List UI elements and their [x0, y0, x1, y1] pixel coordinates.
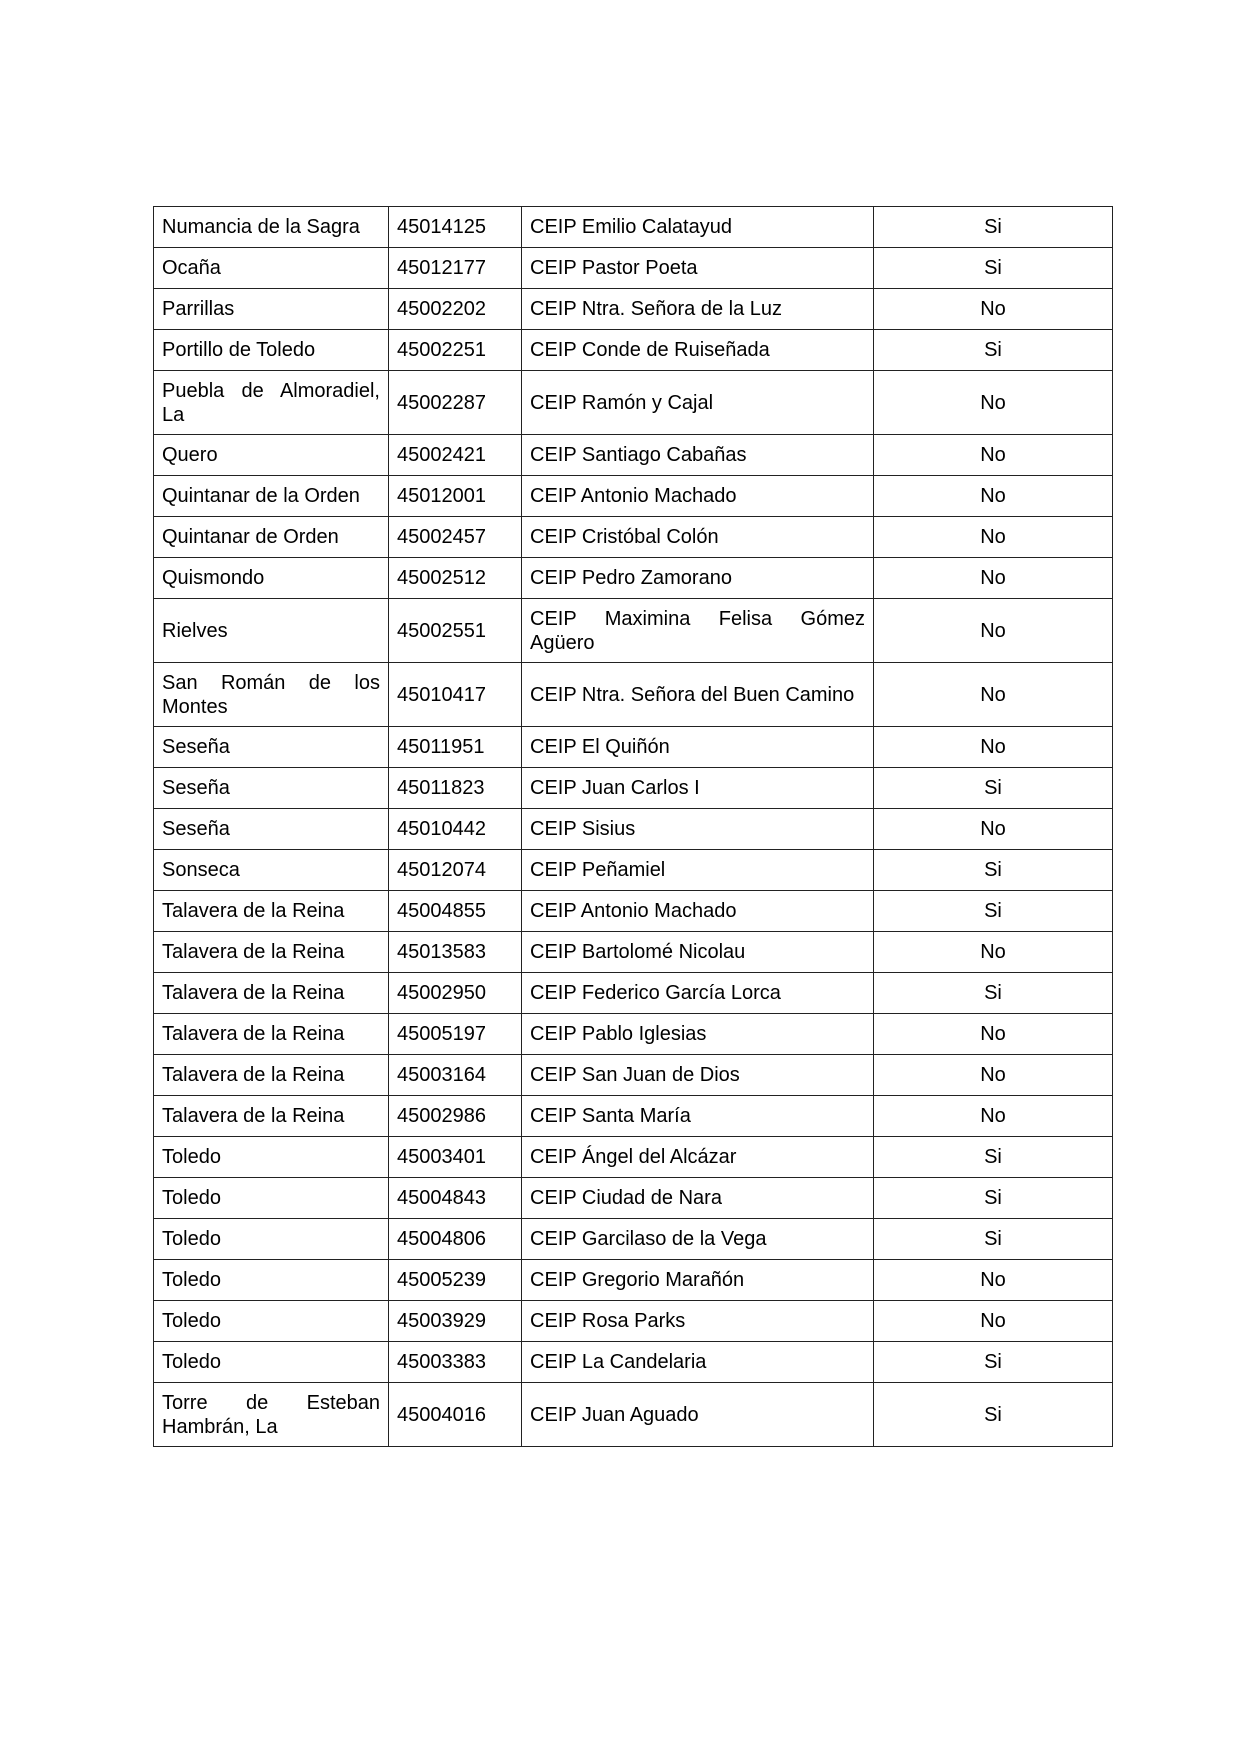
school-cell: CEIP Ciudad de Nara	[522, 1178, 874, 1219]
flag-cell: Si	[874, 1342, 1113, 1383]
flag-cell: No	[874, 476, 1113, 517]
code-cell: 45003383	[389, 1342, 522, 1383]
school-cell: CEIP Pedro Zamorano	[522, 558, 874, 599]
flag-cell: No	[874, 809, 1113, 850]
table-row	[154, 289, 1113, 330]
code-cell: 45014125	[389, 207, 522, 248]
code-cell: 45005197	[389, 1014, 522, 1055]
town-cell: Numancia de la Sagra	[154, 207, 389, 248]
town-cell: Parrillas	[154, 289, 389, 330]
school-cell: CEIP La Candelaria	[522, 1342, 874, 1383]
school-cell: CEIP Juan Carlos I	[522, 768, 874, 809]
code-cell: 45013583	[389, 932, 522, 973]
school-cell: CEIP El Quiñón	[522, 727, 874, 768]
town-cell: Talavera de la Reina	[154, 1096, 389, 1137]
school-cell: CEIP Ramón y Cajal	[522, 371, 874, 435]
school-cell: CEIP Maximina Felisa Gómez Agüero	[522, 599, 874, 663]
town-cell: Seseña	[154, 768, 389, 809]
flag-cell: Si	[874, 891, 1113, 932]
table-row	[154, 1383, 1113, 1447]
flag-cell: No	[874, 371, 1113, 435]
code-cell: 45002421	[389, 435, 522, 476]
schools-table	[153, 206, 1113, 1447]
town-cell: Toledo	[154, 1301, 389, 1342]
school-cell: CEIP Ntra. Señora del Buen Camino	[522, 663, 874, 727]
code-cell: 45002251	[389, 330, 522, 371]
school-cell: CEIP Santa María	[522, 1096, 874, 1137]
code-cell: 45004016	[389, 1383, 522, 1447]
flag-cell: No	[874, 435, 1113, 476]
flag-cell: Si	[874, 1178, 1113, 1219]
town-cell: Toledo	[154, 1219, 389, 1260]
table-row	[154, 435, 1113, 476]
town-cell: Quintanar de Orden	[154, 517, 389, 558]
school-cell: CEIP Bartolomé Nicolau	[522, 932, 874, 973]
flag-cell: Si	[874, 1219, 1113, 1260]
flag-cell: Si	[874, 973, 1113, 1014]
code-cell: 45012001	[389, 476, 522, 517]
town-cell: Seseña	[154, 727, 389, 768]
table-row	[154, 1055, 1113, 1096]
school-cell: CEIP Cristóbal Colón	[522, 517, 874, 558]
flag-cell: No	[874, 558, 1113, 599]
code-cell: 45002950	[389, 973, 522, 1014]
code-cell: 45012177	[389, 248, 522, 289]
flag-cell: No	[874, 1096, 1113, 1137]
code-cell: 45004806	[389, 1219, 522, 1260]
town-cell: Talavera de la Reina	[154, 891, 389, 932]
school-cell: CEIP Antonio Machado	[522, 476, 874, 517]
school-cell: CEIP Santiago Cabañas	[522, 435, 874, 476]
flag-cell: No	[874, 1055, 1113, 1096]
flag-cell: No	[874, 517, 1113, 558]
code-cell: 45010442	[389, 809, 522, 850]
table-row	[154, 1301, 1113, 1342]
town-cell: Torre de Esteban Hambrán, La	[154, 1383, 389, 1447]
town-cell: Ocaña	[154, 248, 389, 289]
town-cell: Toledo	[154, 1342, 389, 1383]
school-cell: CEIP Antonio Machado	[522, 891, 874, 932]
flag-cell: No	[874, 1014, 1113, 1055]
table-row	[154, 809, 1113, 850]
school-cell: CEIP Ángel del Alcázar	[522, 1137, 874, 1178]
schools-table-body	[154, 207, 1113, 1447]
flag-cell: Si	[874, 1383, 1113, 1447]
table-row	[154, 727, 1113, 768]
school-cell: CEIP Pastor Poeta	[522, 248, 874, 289]
table-row	[154, 1219, 1113, 1260]
school-cell: CEIP Peñamiel	[522, 850, 874, 891]
table-row	[154, 330, 1113, 371]
code-cell: 45002287	[389, 371, 522, 435]
code-cell: 45004843	[389, 1178, 522, 1219]
code-cell: 45003401	[389, 1137, 522, 1178]
table-row	[154, 599, 1113, 663]
town-cell: Rielves	[154, 599, 389, 663]
flag-cell: No	[874, 1301, 1113, 1342]
town-cell: Talavera de la Reina	[154, 1014, 389, 1055]
school-cell: CEIP Federico García Lorca	[522, 973, 874, 1014]
flag-cell: No	[874, 932, 1113, 973]
school-cell: CEIP Ntra. Señora de la Luz	[522, 289, 874, 330]
school-cell: CEIP Pablo Iglesias	[522, 1014, 874, 1055]
town-cell: San Román de los Montes	[154, 663, 389, 727]
table-row	[154, 248, 1113, 289]
flag-cell: No	[874, 1260, 1113, 1301]
town-cell: Talavera de la Reina	[154, 1055, 389, 1096]
table-row	[154, 891, 1113, 932]
code-cell: 45011823	[389, 768, 522, 809]
code-cell: 45003164	[389, 1055, 522, 1096]
town-cell: Quintanar de la Orden	[154, 476, 389, 517]
town-cell: Puebla de Almoradiel, La	[154, 371, 389, 435]
table-row	[154, 1014, 1113, 1055]
code-cell: 45004855	[389, 891, 522, 932]
table-row	[154, 1096, 1113, 1137]
code-cell: 45003929	[389, 1301, 522, 1342]
table-row	[154, 1178, 1113, 1219]
school-cell: CEIP San Juan de Dios	[522, 1055, 874, 1096]
flag-cell: Si	[874, 850, 1113, 891]
table-row	[154, 207, 1113, 248]
flag-cell: Si	[874, 330, 1113, 371]
table-row	[154, 558, 1113, 599]
flag-cell: No	[874, 727, 1113, 768]
flag-cell: No	[874, 599, 1113, 663]
table-row	[154, 1342, 1113, 1383]
code-cell: 45005239	[389, 1260, 522, 1301]
town-cell: Portillo de Toledo	[154, 330, 389, 371]
code-cell: 45002551	[389, 599, 522, 663]
flag-cell: No	[874, 663, 1113, 727]
table-row	[154, 517, 1113, 558]
code-cell: 45002457	[389, 517, 522, 558]
school-cell: CEIP Conde de Ruiseñada	[522, 330, 874, 371]
town-cell: Sonseca	[154, 850, 389, 891]
town-cell: Talavera de la Reina	[154, 973, 389, 1014]
code-cell: 45012074	[389, 850, 522, 891]
code-cell: 45002986	[389, 1096, 522, 1137]
school-cell: CEIP Juan Aguado	[522, 1383, 874, 1447]
code-cell: 45011951	[389, 727, 522, 768]
table-row	[154, 371, 1113, 435]
town-cell: Seseña	[154, 809, 389, 850]
school-cell: CEIP Emilio Calatayud	[522, 207, 874, 248]
school-cell: CEIP Sisius	[522, 809, 874, 850]
code-cell: 45002512	[389, 558, 522, 599]
table-row	[154, 663, 1113, 727]
town-cell: Toledo	[154, 1137, 389, 1178]
table-row	[154, 973, 1113, 1014]
flag-cell: Si	[874, 1137, 1113, 1178]
school-cell: CEIP Gregorio Marañón	[522, 1260, 874, 1301]
code-cell: 45002202	[389, 289, 522, 330]
table-row	[154, 850, 1113, 891]
town-cell: Quismondo	[154, 558, 389, 599]
flag-cell: Si	[874, 768, 1113, 809]
flag-cell: Si	[874, 248, 1113, 289]
table-row	[154, 476, 1113, 517]
town-cell: Toledo	[154, 1178, 389, 1219]
flag-cell: No	[874, 289, 1113, 330]
table-row	[154, 1260, 1113, 1301]
school-cell: CEIP Garcilaso de la Vega	[522, 1219, 874, 1260]
table-row	[154, 768, 1113, 809]
school-cell: CEIP Rosa Parks	[522, 1301, 874, 1342]
town-cell: Quero	[154, 435, 389, 476]
town-cell: Talavera de la Reina	[154, 932, 389, 973]
table-row	[154, 1137, 1113, 1178]
table-row	[154, 932, 1113, 973]
flag-cell: Si	[874, 207, 1113, 248]
town-cell: Toledo	[154, 1260, 389, 1301]
code-cell: 45010417	[389, 663, 522, 727]
